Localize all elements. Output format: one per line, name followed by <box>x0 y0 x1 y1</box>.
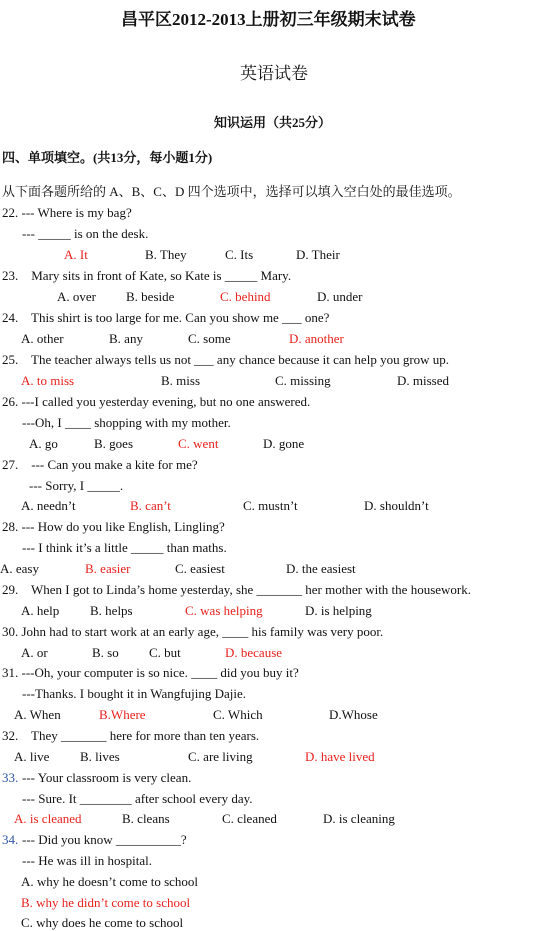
option: C. Which <box>213 707 263 722</box>
option: C. mustn’t <box>243 498 298 513</box>
question-33: --- Your classroom is very clean. <box>22 770 192 785</box>
option: B. cleans <box>122 811 170 826</box>
option: B. beside <box>126 289 175 304</box>
option: C. but <box>149 645 181 660</box>
question-number-34: 34. <box>2 832 19 847</box>
option: B. lives <box>80 749 120 764</box>
option: D.Whose <box>329 707 378 722</box>
question-line: --- _____ is on the desk. <box>22 226 149 241</box>
option: B. helps <box>90 603 133 618</box>
question-27: 27. --- Can you make a kite for me? <box>2 457 198 472</box>
answer-option: A. is cleaned <box>14 811 82 826</box>
option: D. is helping <box>305 603 372 618</box>
question-23: 23. Mary sits in front of Kate, so Kate is _____ Mary. <box>2 268 292 283</box>
question-line: --- He was ill in hospital. <box>22 853 152 868</box>
question-30: 30. John had to start work at an early age, ____ his family was very poor. <box>2 624 384 639</box>
option: C. cleaned <box>222 811 277 826</box>
section-instruction: 从下面各题所给的 A、B、C、D 四个选项中，选择可以填入空白处的最佳选项。 <box>2 184 461 199</box>
question-line: --- Sure. It ________ after school every day. <box>22 791 253 806</box>
answer-option: C. behind <box>220 289 271 304</box>
question-line: --- Sorry, I _____. <box>29 478 124 493</box>
option: C. are living <box>188 749 253 764</box>
option: B. They <box>145 247 187 262</box>
option: A. live <box>14 749 50 764</box>
option: A. help <box>21 603 60 618</box>
option: D. is cleaning <box>323 811 395 826</box>
question-25: 25. The teacher always tells us not ___ any chance because it can help you grow up. <box>2 352 450 367</box>
option: D. the easiest <box>286 561 356 576</box>
question-number-33: 33. <box>2 770 19 785</box>
option: B. any <box>109 331 143 346</box>
question-34: --- Did you know __________? <box>22 832 187 847</box>
question-line: ---Thanks. I bought it in Wangfujing Dajie. <box>22 686 247 701</box>
option: A. over <box>57 289 96 304</box>
option: C. Its <box>225 247 254 262</box>
option: B. goes <box>94 436 133 451</box>
question-line: ---Oh, I ____ shopping with my mother. <box>22 415 231 430</box>
part-heading: 知识运用（共25分） <box>214 115 332 130</box>
option: D. shouldn’t <box>364 498 429 513</box>
answer-option: B.Where <box>99 707 146 722</box>
option: A. why he doesn’t come to school <box>21 874 199 889</box>
option: D. missed <box>397 373 449 388</box>
question-22: 22. --- Where is my bag? <box>2 205 132 220</box>
option: A. needn’t <box>21 498 76 513</box>
option: D. Their <box>296 247 340 262</box>
answer-option: A. to miss <box>21 373 75 388</box>
page-subtitle: 英语试卷 <box>240 64 308 83</box>
option: D. under <box>317 289 363 304</box>
option: D. gone <box>263 436 305 451</box>
option: A. easy <box>0 561 39 576</box>
question-32: 32. They _______ here for more than ten years. <box>2 728 260 743</box>
option: A. go <box>29 436 58 451</box>
option: B. miss <box>161 373 201 388</box>
answer-option: D. another <box>289 331 344 346</box>
answer-option: C. was helping <box>185 603 263 618</box>
question-28: 28. --- How do you like English, Lingling? <box>2 519 225 534</box>
option: A. or <box>21 645 48 660</box>
answer-option: B. easier <box>85 561 131 576</box>
option: C. why does he come to school <box>21 915 184 930</box>
answer-option: B. can’t <box>130 498 171 513</box>
option: C. missing <box>275 373 331 388</box>
page-title: 昌平区2012-2013上册初三年级期末试卷 <box>121 10 416 29</box>
question-29: 29. When I got to Linda’s home yesterday, she _______ her mother with the housework. <box>2 582 471 597</box>
question-26: 26. ---I called you yesterday evening, but no one answered. <box>2 394 311 409</box>
option: A. other <box>21 331 64 346</box>
answer-option: D. have lived <box>305 749 375 764</box>
question-24: 24. This shirt is too large for me. Can you show me ___ one? <box>2 310 330 325</box>
section-heading: 四、单项填空。(共13分，每小题1分) <box>2 150 213 165</box>
answer-option: C. went <box>178 436 219 451</box>
option: C. easiest <box>175 561 225 576</box>
answer-option: D. because <box>225 645 283 660</box>
option: C. some <box>188 331 231 346</box>
question-31: 31. ---Oh, your computer is so nice. ____ did you buy it? <box>2 665 299 680</box>
question-line: --- I think it’s a little _____ than maths. <box>22 540 227 555</box>
answer-option: B. why he didn’t come to school <box>21 895 191 910</box>
option: A. When <box>14 707 61 722</box>
option: B. so <box>92 645 119 660</box>
answer-option: A. It <box>64 247 88 262</box>
